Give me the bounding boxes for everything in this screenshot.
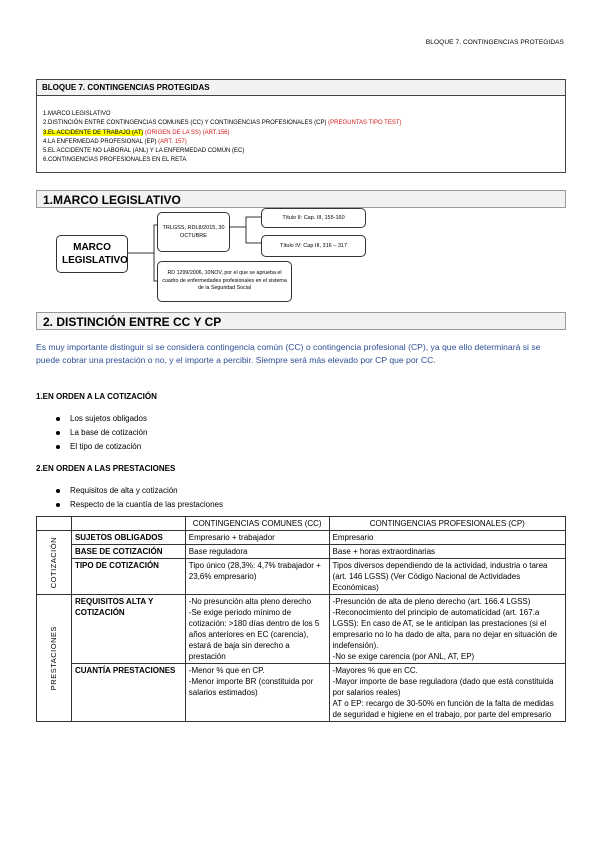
- toc-item-4: 4.LA ENFERMEDAD PROFESIONAL (EP) (ART. 157): [43, 138, 187, 145]
- cc-cell: -No presunción alta pleno derecho -Se exige periodo mínimo de cotización: >180 días dentro de los 5 años anteriores en EC (carencia), estará de baja sin derecho a prestación: [185, 595, 329, 664]
- table-row: [37, 595, 566, 664]
- toc-box: [36, 79, 566, 173]
- toc-item-6: 6.CONTINGENCIAS PROFESIONALES EN EL RETA: [43, 157, 187, 164]
- cp-cell: Base + horas extraordinarias: [329, 545, 565, 559]
- diagram-trlgss-box: [157, 212, 230, 252]
- group-cotizacion: COTIZACIÓN: [37, 531, 72, 595]
- diagram-rd-box: [157, 261, 292, 302]
- toc-title: BLOQUE 7. CONTINGENCIAS PROTEGIDAS: [37, 80, 565, 96]
- diagram-titulo2-box: [261, 208, 366, 228]
- row-label: BASE DE COTIZACIÓN: [71, 545, 185, 559]
- bullet-icon: [56, 489, 60, 493]
- col-cp-header: CONTINGENCIAS PROFESIONALES (CP): [329, 517, 565, 531]
- prestaciones-item: Respecto de la cuantía de las prestaciones: [56, 500, 223, 509]
- bullet-icon: [56, 445, 60, 449]
- table-header-row: [37, 517, 566, 531]
- col-cc-header: CONTINGENCIAS COMUNES (CC): [185, 517, 329, 531]
- toc-item-1: 1.MARCO LEGISLATIVO: [43, 111, 111, 117]
- table-row: [37, 664, 566, 722]
- row-label: REQUISITOS ALTA Y COTIZACIÓN: [71, 595, 185, 664]
- cotizacion-item: El tipo de cotización: [56, 442, 141, 451]
- diagram-root-label: MARCO LEGISLATIVO: [62, 242, 128, 266]
- table-row: [37, 545, 566, 559]
- row-label: TIPO DE COTIZACIÓN: [71, 559, 185, 595]
- diagram-trlgss-label: TRLGSS, RDL8/2015, 30 OCTUBRE: [162, 225, 225, 239]
- table-row: [37, 531, 566, 545]
- table-row: [37, 559, 566, 595]
- bullet-icon: [56, 503, 60, 507]
- diagram-root-box: [56, 235, 128, 273]
- diagram-titulo2-label: Título II: Cap. III, 155-160: [282, 215, 345, 221]
- cotizacion-item: La base de cotización: [56, 428, 147, 437]
- cc-cell: Tipo único (28,3%: 4,7% trabajador + 23,6% empresario): [185, 559, 329, 595]
- cp-cell: -Presunción de alta de pleno derecho (art. 166.4 LGSS) -Reconocimiento del principio de automaticidad (art. 167.a LGSS): En caso de AT, se le anticipan las prestaciones (si el empresario no lo ha dado de alta, para no dejar en situación de indefensión). -No se exige carencia (por ANL, AT, EP): [329, 595, 565, 664]
- bullet-icon: [56, 417, 60, 421]
- cc-cp-comparison-table: [36, 516, 566, 722]
- cc-cell: -Menor % que en CP. -Menor importe BR (constituida por salarios estimados): [185, 664, 329, 722]
- diagram-titulo4-box: [261, 235, 366, 257]
- bullet-icon: [56, 431, 60, 435]
- cp-cell: Tipos diversos dependiendo de la actividad, industria o tarea (art. 146 LGSS) (Ver Código Nacional de Actividades Económicas): [329, 559, 565, 595]
- cotizacion-item: Los sujetos obligados: [56, 414, 147, 423]
- section-1-heading: 1.MARCO LEGISLATIVO: [36, 190, 566, 208]
- toc-item-5: 5.EL ACCIDENTE NO LABORAL (ANL) Y LA ENFERMEDAD COMÚN (EC): [43, 148, 245, 155]
- toc-item-2: 2.DISTINCIÓN ENTRE CONTINGENCIAS COMUNES (CC) Y CONTINGENCIAS PROFESIONALES (CP) (PREGUNTAS TIPO TEST): [43, 120, 402, 127]
- row-label: CUANTÍA PRESTACIONES: [71, 664, 185, 722]
- diagram-rd-label: RD 1299/2006, 10NOV, por el que se aprueba el cuadro de enfermedades profesionales en el sistema de la Seguridad Social: [162, 270, 287, 292]
- toc-item-3: 3.EL ACCIDENTE DE TRABAJO (AT) (ORIGEN DE LA SS) (ART.156): [43, 129, 230, 136]
- cp-cell: -Mayores % que en CC. -Mayor importe de base reguladora (dado que está constituida por salarios reales) AT o EP: recargo de 30-50% en función de la falta de medidas de seguridad e higiene en el trabajo, por parte del empresario: [329, 664, 565, 722]
- cc-cell: Base reguladora: [185, 545, 329, 559]
- cotizacion-heading: 1.EN ORDEN A LA COTIZACIÓN: [36, 392, 157, 401]
- prestaciones-item: Requisitos de alta y cotización: [56, 486, 178, 495]
- section-2-intro: Es muy importante distinguir si se considera contingencia común (CC) o contingencia profesional (CP), ya que ello determinará si se puede cobrar una prestación o no, y el importe a percibir. Siempre será más elevado por CP que por CC.: [36, 342, 541, 365]
- toc-list: [43, 110, 402, 166]
- cc-cell: Empresario + trabajador: [185, 531, 329, 545]
- prestaciones-heading: 2.EN ORDEN A LAS PRESTACIONES: [36, 464, 176, 473]
- cp-cell: Empresario: [329, 531, 565, 545]
- row-label: SUJETOS OBLIGADOS: [71, 531, 185, 545]
- group-prestaciones: PRESTACIONES: [37, 595, 72, 722]
- diagram-titulo4-label: Título IV: Cap III, 316 – 317: [279, 243, 348, 249]
- running-header: BLOQUE 7. CONTINGENCIAS PROTEGIDAS: [425, 39, 564, 46]
- section-2-heading: 2. DISTINCIÓN ENTRE CC Y CP: [36, 312, 566, 330]
